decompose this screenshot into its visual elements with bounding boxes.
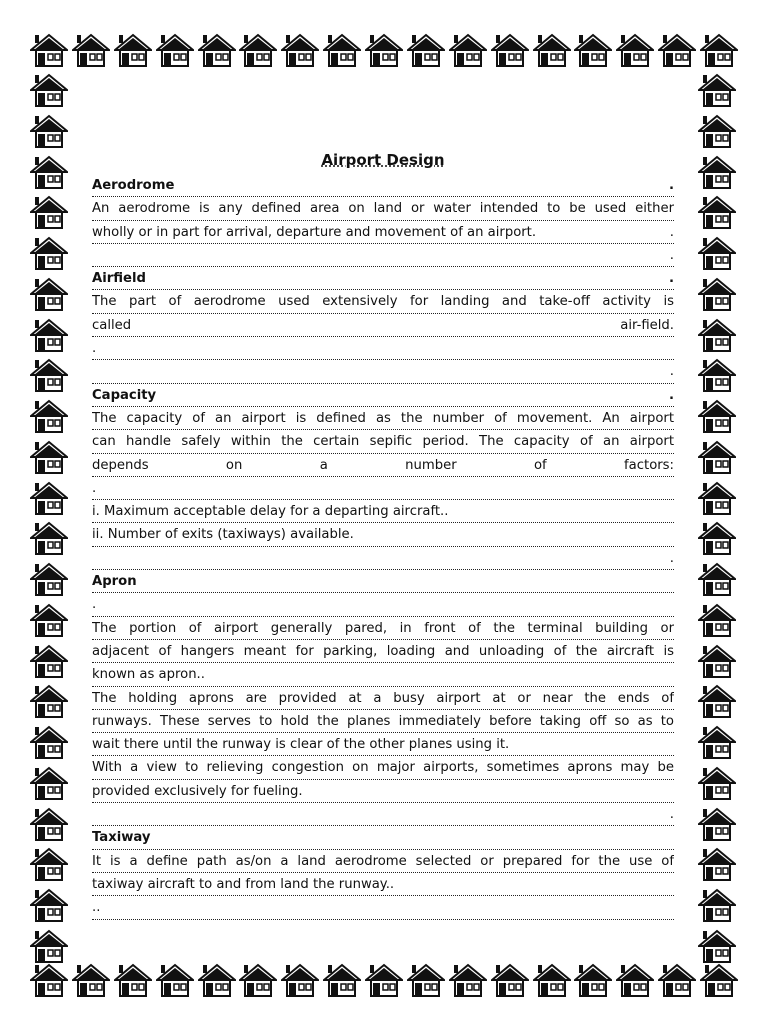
house-icon (30, 602, 68, 638)
house-icon (365, 32, 403, 68)
line-text: . (92, 597, 97, 613)
section-heading (92, 174, 674, 197)
house-icon (30, 962, 68, 998)
house-icon (698, 520, 736, 556)
house-icon (700, 32, 738, 68)
line-text: wait there until the runway is clear of the other planes using it. (92, 737, 510, 753)
border-left (30, 72, 70, 964)
house-icon (365, 962, 403, 998)
line-text: . (92, 341, 97, 357)
house-icon (30, 520, 68, 556)
text-line (92, 896, 674, 919)
line-tail: . (669, 807, 674, 823)
house-icon (30, 439, 68, 475)
text-line (92, 314, 674, 337)
house-icon (30, 154, 68, 190)
border-bottom (30, 962, 738, 1002)
line-tail: . (668, 178, 674, 193)
house-icon (698, 602, 736, 638)
line-tail: . (669, 247, 674, 263)
line-tail: . (668, 271, 674, 287)
house-icon (616, 962, 654, 998)
house-icon (30, 683, 68, 719)
text-line (92, 197, 674, 220)
house-icon (574, 32, 612, 68)
section-heading (92, 570, 674, 593)
line-text: It is a define path as/on a land aerodrome selected or prepared for the use of (92, 853, 674, 869)
house-icon (698, 765, 736, 801)
line-text: The holding aprons are provided at a busy airport at or near the ends of (92, 690, 674, 706)
house-icon (698, 439, 736, 475)
line-text: taxiway aircraft to and from land the runway.. (92, 876, 395, 892)
house-icon (30, 32, 68, 68)
section-heading (92, 384, 674, 407)
line-text: Capacity (92, 387, 157, 403)
line-tail: . (669, 224, 674, 240)
line-text: .. (92, 900, 101, 916)
house-icon (407, 32, 445, 68)
text-line (92, 780, 674, 803)
line-text: depends on a number of factors: (92, 457, 674, 473)
house-icon (114, 32, 152, 68)
text-line (92, 407, 674, 430)
text-line (92, 523, 674, 546)
house-icon (30, 398, 68, 434)
house-icon (698, 806, 736, 842)
text-line (92, 221, 674, 244)
house-icon (491, 32, 529, 68)
text-line (92, 337, 674, 360)
section-heading (92, 267, 674, 290)
house-icon (449, 962, 487, 998)
text-line (92, 803, 674, 826)
house-icon (30, 928, 68, 964)
house-icon (449, 32, 487, 68)
text-line (92, 477, 674, 500)
line-text: wholly or in part for arrival, departure and movement of an airport. (92, 224, 537, 240)
house-icon (281, 32, 319, 68)
house-icon (323, 962, 361, 998)
line-tail: . (669, 364, 674, 380)
house-icon (698, 317, 736, 353)
house-icon (198, 32, 236, 68)
house-icon (30, 887, 68, 923)
text-line (92, 593, 674, 616)
line-text: Taxiway (92, 830, 151, 846)
house-icon (30, 643, 68, 679)
line-text: provided exclusively for fueling. (92, 783, 303, 799)
house-icon (407, 962, 445, 998)
house-icon (698, 480, 736, 516)
house-icon (72, 962, 110, 998)
text-lines (92, 174, 674, 920)
text-line (92, 873, 674, 896)
line-text: known as apron.. (92, 667, 205, 683)
house-icon (698, 887, 736, 923)
house-icon (698, 113, 736, 149)
house-icon (30, 806, 68, 842)
house-icon (698, 561, 736, 597)
house-icon (698, 276, 736, 312)
house-icon (533, 32, 571, 68)
page-title: Airport Design (321, 151, 445, 169)
house-icon (658, 962, 696, 998)
house-icon (700, 962, 738, 998)
text-line (92, 640, 674, 663)
text-line (92, 617, 674, 640)
house-icon (156, 962, 194, 998)
text-line (92, 547, 674, 570)
line-text: called air-field. (92, 317, 674, 333)
house-icon (239, 32, 277, 68)
house-icon (30, 113, 68, 149)
line-tail: . (669, 550, 674, 566)
house-icon (30, 846, 68, 882)
line-text: runways. These serves to hold the planes immediately before taking off so as to (92, 713, 674, 729)
house-icon (698, 683, 736, 719)
house-icon (698, 194, 736, 230)
text-line (92, 756, 674, 779)
house-icon (698, 643, 736, 679)
text-line (92, 710, 674, 733)
house-icon (156, 32, 194, 68)
line-text: ii. Number of exits (taxiways) available. (92, 527, 354, 543)
house-icon (533, 962, 571, 998)
line-text: Apron (92, 574, 137, 590)
house-icon (30, 317, 68, 353)
line-text: i. Maximum acceptable delay for a departing aircraft.. (92, 504, 449, 520)
house-icon (30, 561, 68, 597)
text-line (92, 454, 674, 477)
document-body (92, 150, 674, 920)
text-line (92, 430, 674, 453)
line-text: An aerodrome is any defined area on land or water intended to be used either (92, 201, 674, 217)
house-icon (281, 962, 319, 998)
house-icon (30, 765, 68, 801)
house-icon (574, 962, 612, 998)
house-icon (114, 962, 152, 998)
house-icon (30, 235, 68, 271)
house-icon (323, 32, 361, 68)
house-icon (698, 846, 736, 882)
house-icon (198, 962, 236, 998)
line-text: can handle safely within the certain sepific period. The capacity of an airport (92, 434, 674, 450)
house-icon (698, 398, 736, 434)
line-text: adjacent of hangers meant for parking, loading and unloading of the aircraft is (92, 643, 674, 659)
house-icon (30, 194, 68, 230)
house-icon (491, 962, 529, 998)
house-icon (239, 962, 277, 998)
text-line (92, 850, 674, 873)
text-line (92, 290, 674, 313)
house-icon (698, 72, 736, 108)
text-line (92, 500, 674, 523)
border-right (698, 72, 738, 964)
house-icon (698, 154, 736, 190)
line-text: The part of aerodrome used extensively for landing and take-off activity is (92, 294, 674, 310)
house-icon (698, 724, 736, 760)
text-line (92, 687, 674, 710)
section-heading (92, 826, 674, 849)
text-line (92, 733, 674, 756)
line-text: Airfield (92, 271, 146, 287)
house-icon (616, 32, 654, 68)
line-text: . (92, 480, 97, 496)
house-icon (30, 72, 68, 108)
border-top (30, 32, 738, 72)
line-text: The portion of airport generally pared, in front of the terminal building or (92, 620, 674, 636)
house-icon (30, 276, 68, 312)
text-line (92, 663, 674, 686)
text-line (92, 360, 674, 383)
house-icon (30, 724, 68, 760)
house-icon (658, 32, 696, 68)
house-icon (30, 480, 68, 516)
line-tail: . (668, 387, 674, 403)
line-text: Aerodrome (92, 178, 175, 193)
line-text: With a view to relieving congestion on major airports, sometimes aprons may be (92, 760, 674, 776)
house-icon (698, 928, 736, 964)
text-line (92, 244, 674, 267)
house-icon (72, 32, 110, 68)
line-text: The capacity of an airport is defined as the number of movement. An airport (92, 410, 674, 426)
house-icon (698, 357, 736, 393)
house-icon (698, 235, 736, 271)
house-icon (30, 357, 68, 393)
